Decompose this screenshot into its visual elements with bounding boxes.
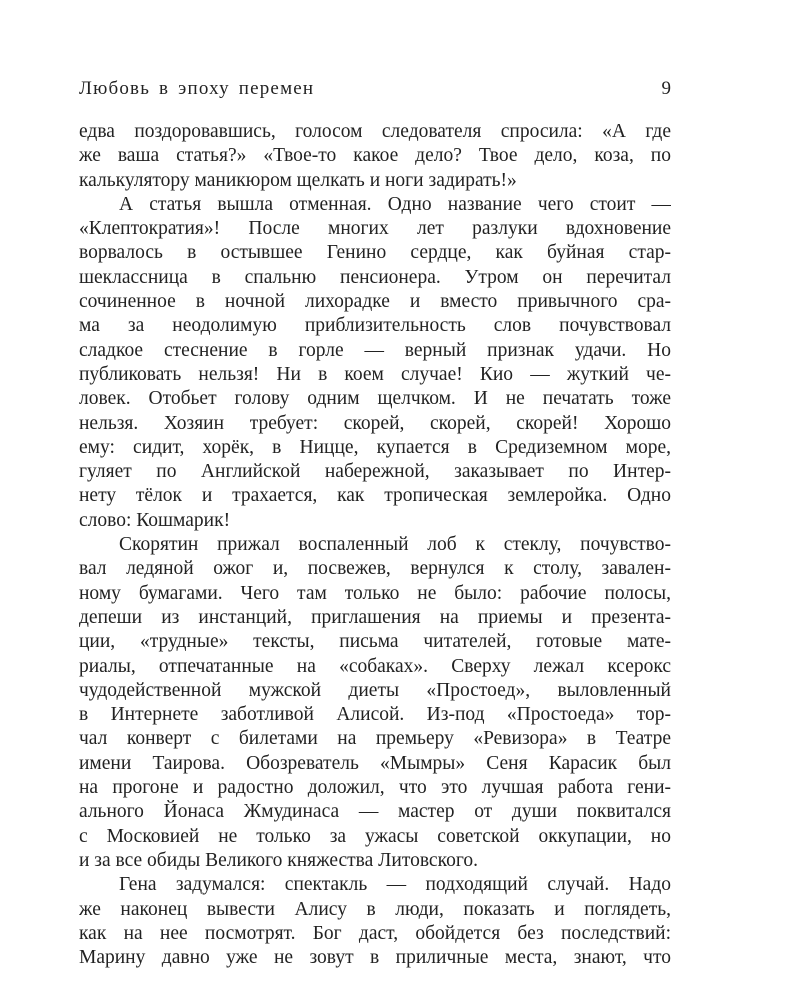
text-line: же ваша статья?» «Твое-то какое дело? Твое дело, коза, по	[79, 145, 671, 167]
text-line: гуляет по Английской набережной, заказывает по Интер-	[79, 461, 671, 483]
text-line: ции, «трудные» тексты, письма читателей, готовые мате-	[79, 631, 671, 653]
text-line: ему: сидит, хорёк, в Ницце, купается в Средиземном море,	[79, 436, 671, 458]
text-line: как на нее посмотрят. Бог даст, обойдется без последствий:	[79, 922, 671, 944]
text-line: слово: Кошмарик!	[79, 509, 231, 531]
text-line: и за все обиды Великого княжества Литовского.	[79, 849, 478, 871]
text-line: сладкое стеснение в горле — верный признак удачи. Но	[79, 339, 671, 361]
text-line: ального Йонаса Жмудинаса — мастер от души поквитался	[79, 801, 671, 823]
running-title: Любовь в эпоху перемен	[79, 78, 315, 99]
text-line: в Интернете заботливой Алисой. Из-под «Простоеда» тор-	[79, 704, 671, 726]
running-head	[79, 78, 671, 102]
text-line: ловек. Отобьет голову одним щелчком. И не печатать тоже	[79, 388, 671, 410]
paragraph-first-line: Гена задумался: спектакль — подходящий случай. Надо	[119, 874, 671, 896]
text-line: чал конверт с билетами на премьеру «Ревизора» в Театре	[79, 728, 671, 750]
text-line: сочиненное в ночной лихорадке и вместо привычного сра-	[79, 291, 671, 313]
text-line: «Клептократия»! После многих лет разлуки вдохновение	[79, 218, 671, 240]
paragraph-first-line: Скорятин прижал воспаленный лоб к стеклу, почувство-	[119, 534, 671, 556]
text-line: едва поздоровавшись, голосом следователя спросила: «А где	[79, 121, 671, 142]
text-line: на прогоне и радостно доложил, что это лучшая работа гени-	[79, 777, 671, 799]
text-line: калькулятору маникюром щелкать и ноги задирать!»	[79, 169, 517, 191]
text-line: ма за неодолимую приблизительность слов почувствовал	[79, 315, 671, 337]
text-line: нельзя. Хозяин требует: скорей, скорей, скорей! Хорошо	[79, 412, 671, 434]
page-number: 9	[661, 78, 671, 99]
text-line: вал ледяной ожог и, посвежев, вернулся к столу, завален-	[79, 558, 671, 580]
text-line: же наконец вывести Алису в люди, показать и поглядеть,	[79, 898, 671, 920]
text-line: имени Таирова. Обозреватель «Мымры» Сеня Карасик был	[79, 752, 671, 774]
body-text	[79, 120, 671, 970]
text-line: риалы, отпечатанные на «собаках». Сверху лежал ксерокс	[79, 655, 671, 677]
text-line: ному бумагами. Чего там только не было: рабочие полосы,	[79, 582, 671, 604]
text-line: с Московией не только за ужасы советской оккупации, но	[79, 825, 671, 847]
text-line: Марину давно уже не зовут в приличные места, знают, что	[79, 947, 671, 969]
paragraph-first-line: А статья вышла отменная. Одно название чего стоит —	[119, 193, 671, 215]
text-line: ворвалось в остывшее Генино сердце, как буйная стар-	[79, 242, 671, 264]
text-line: шеклассница в спальню пенсионера. Утром он перечитал	[79, 266, 671, 288]
text-line: публиковать нельзя! Ни в коем случае! Кио — жуткий че-	[79, 363, 671, 385]
text-line: депеши из инстанций, приглашения на приемы и презента-	[79, 606, 671, 628]
text-line: нету тёлок и трахается, как тропическая землеройка. Одно	[79, 485, 671, 507]
text-line: чудодейственной мужской диеты «Простоед», выловленный	[79, 679, 671, 701]
